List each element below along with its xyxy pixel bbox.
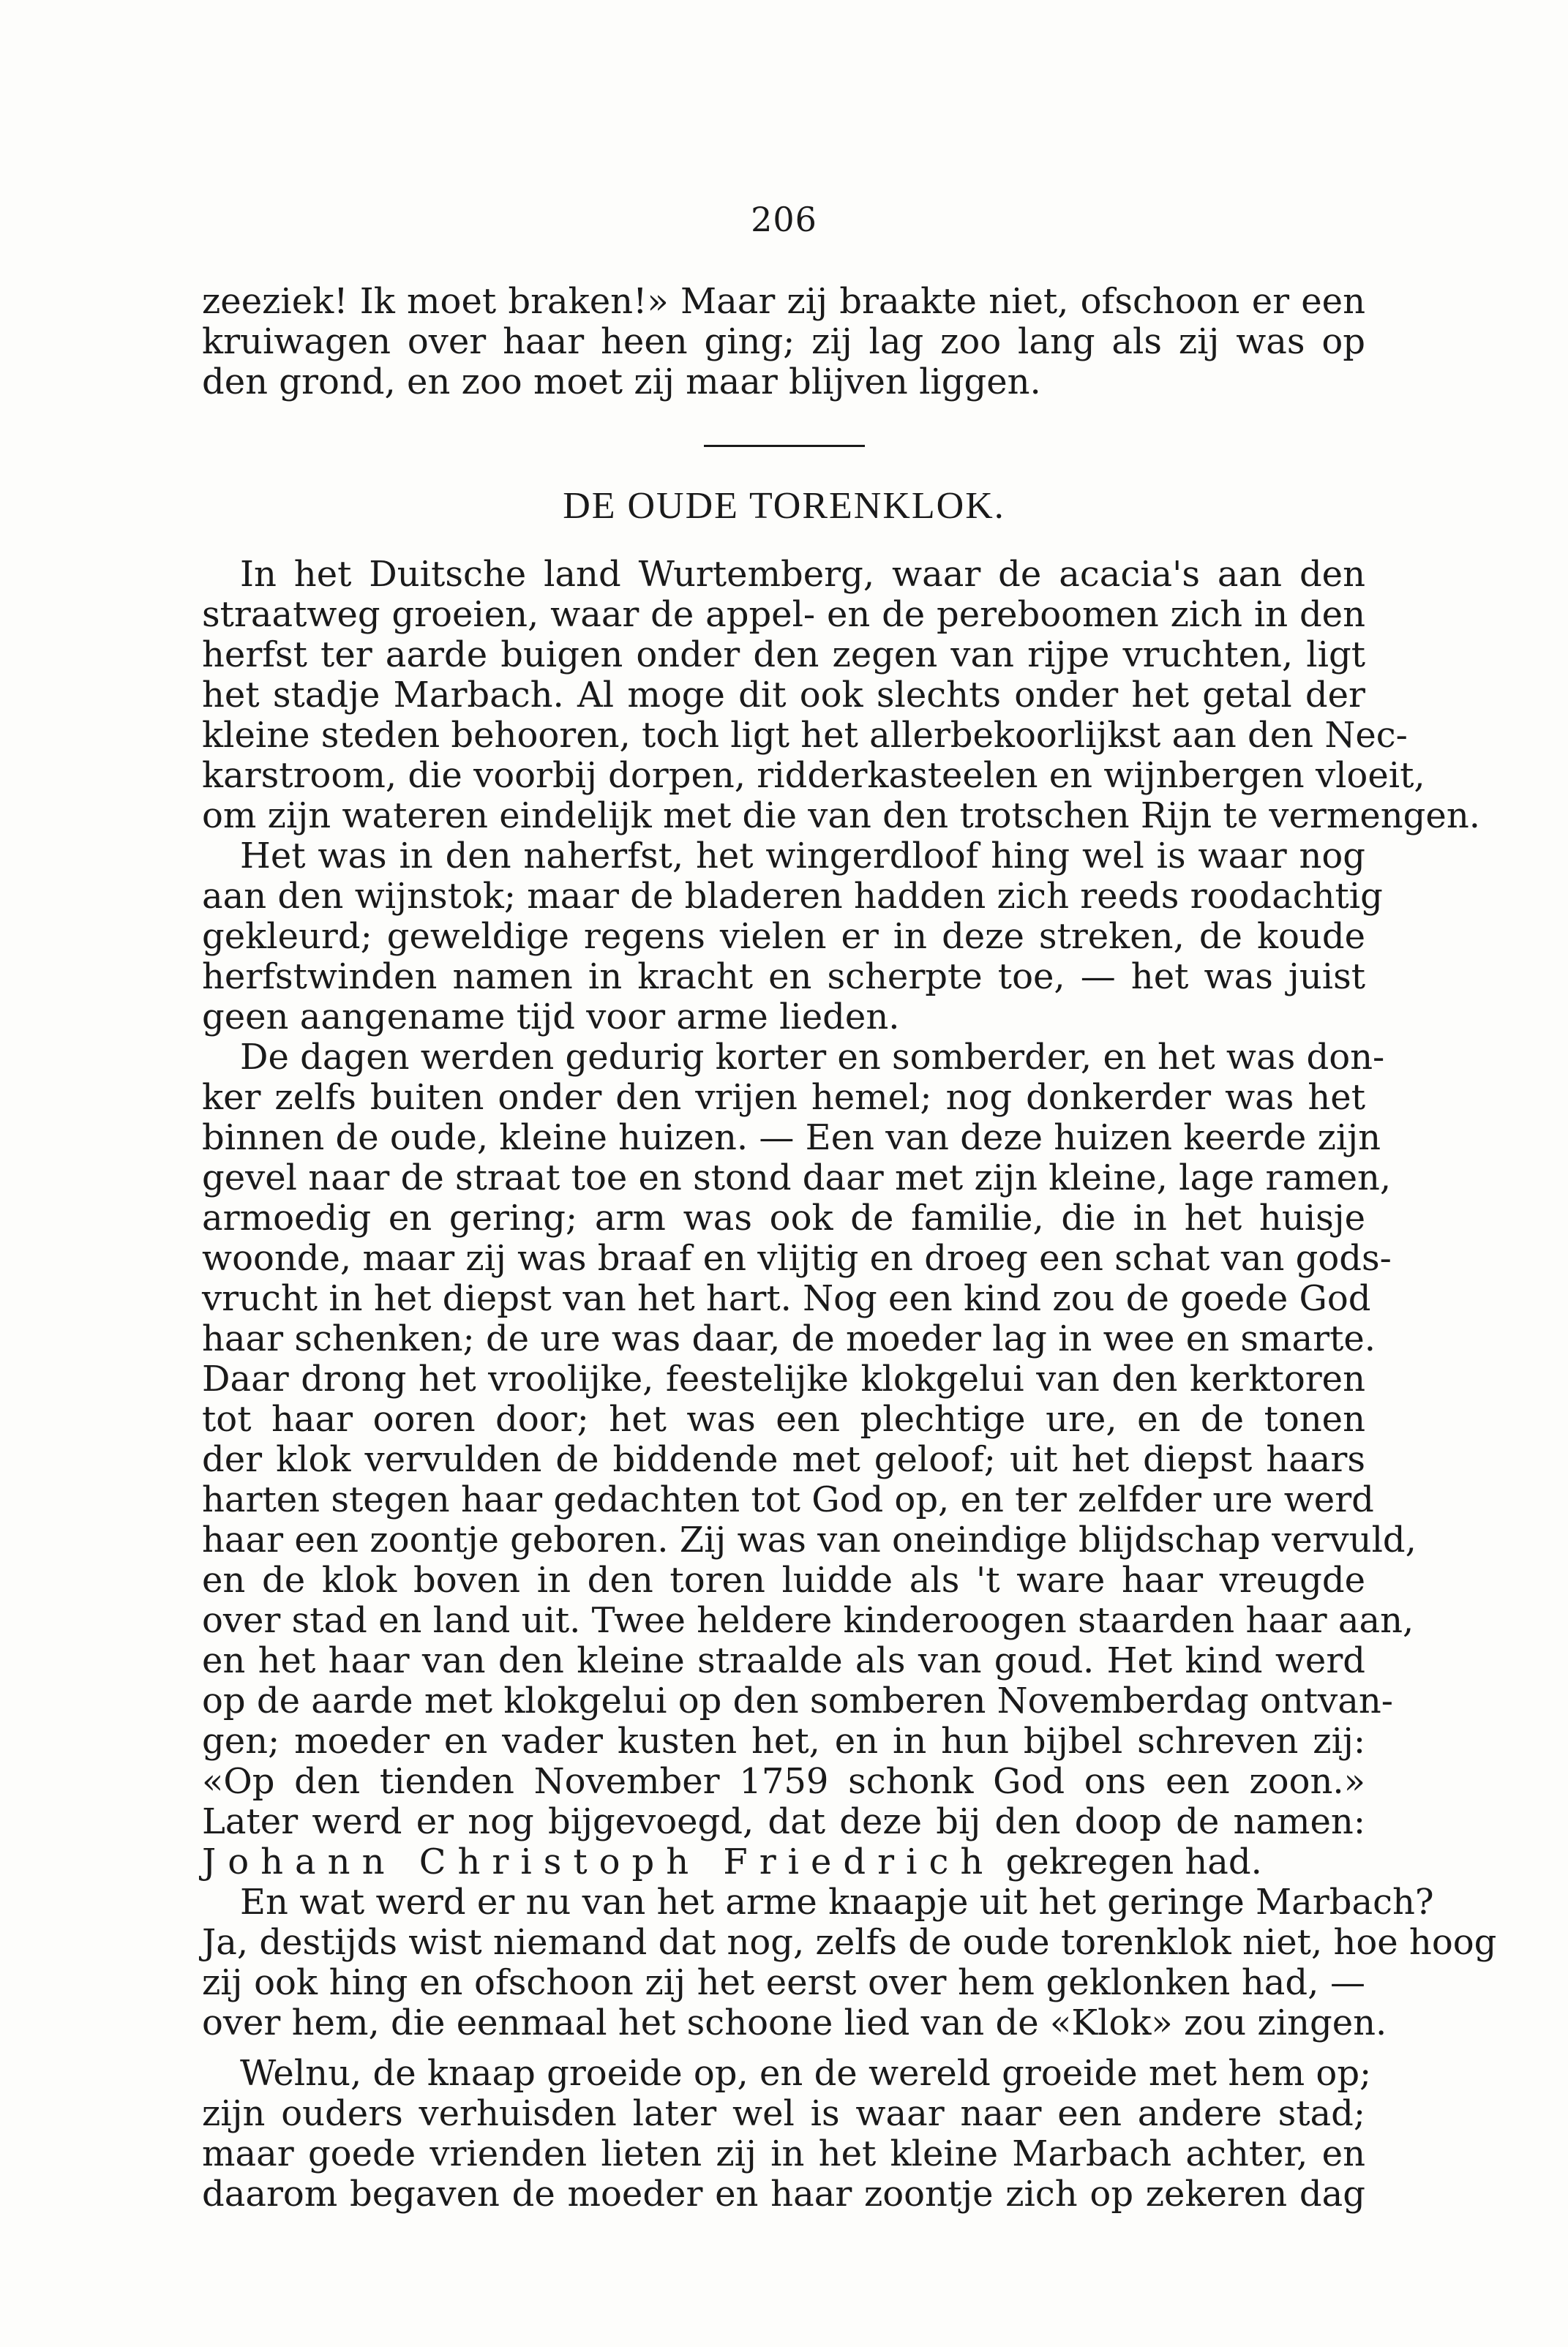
page-number: 206	[751, 200, 817, 239]
paragraph	[202, 2053, 1372, 2215]
text-line: zijn ouders verhuisden later wel is waar naar een andere stad;	[202, 2093, 1365, 2134]
text-line: Daar drong het vroolijke, feestelijke klokgelui van den kerktoren	[202, 1359, 1365, 1400]
text-line: geen aangename tijd voor arme lieden.	[202, 996, 900, 1037]
section-title: DE OUDE TORENKLOK.	[563, 485, 1005, 527]
text-line: om zijn wateren eindelijk met die van den trotschen Rijn te vermengen.	[202, 795, 1480, 836]
text-line: De dagen werden gedurig korter en somberder, en het was don-	[240, 1037, 1385, 1078]
text-line: Ja, destijds wist niemand dat nog, zelfs de oude torenklok niet, hoe hoog	[202, 1922, 1497, 1963]
paragraph	[202, 835, 1383, 1037]
text-line: gevel naar de straat toe en stond daar met zijn kleine, lage ramen,	[202, 1157, 1392, 1198]
text-line: zij ook hing en ofschoon zij het eerst over hem geklonken had, —	[202, 1962, 1365, 2003]
text-line: straatweg groeien, waar de appel- en de pereboomen zich in den	[202, 594, 1365, 635]
paragraph	[202, 1882, 1497, 2043]
name-line-rest: gekregen had.	[1005, 1841, 1262, 1882]
text-line: En wat werd er nu van het arme knaapje uit het geringe Marbach?	[240, 1882, 1434, 1923]
text-line: vrucht in het diepst van het hart. Nog een kind zou de goede God	[202, 1278, 1371, 1319]
text-line: op de aarde met klokgelui op den somberen Novemberdag ontvan-	[202, 1681, 1393, 1721]
text-line: gen; moeder en vader kusten het, en in hun bijbel schreven zij:	[202, 1721, 1365, 1762]
text-line: ker zelfs buiten onder den vrijen hemel; nog donkerder was het	[202, 1077, 1365, 1118]
previous-story-ending	[202, 282, 1365, 402]
text-line: over stad en land uit. Twee heldere kinderoogen staarden haar aan,	[202, 1600, 1414, 1641]
text-line: gekleurd; geweldige regens vielen er in deze streken, de koude	[202, 916, 1365, 957]
text-line: armoedig en gering; arm was ook de familie, die in het huisje	[202, 1198, 1365, 1239]
section-divider	[704, 445, 865, 447]
text-line: daarom begaven de moeder en haar zoontje zich op zekeren dag	[202, 2174, 1365, 2215]
text-line: haar schenken; de ure was daar, de moeder lag in wee en smarte.	[202, 1318, 1376, 1359]
text-line: Welnu, de knaap groeide op, en de wereld groeide met hem op;	[240, 2053, 1372, 2094]
text-line: aan den wijnstok; maar de bladeren hadden zich reeds roodachtig	[202, 876, 1383, 917]
text-line: harten stegen haar gedachten tot God op, en ter zelfder ure werd	[202, 1479, 1374, 1520]
story-body	[202, 554, 1497, 2215]
paragraph	[202, 554, 1480, 836]
full-name: Johann Christoph Friedrich	[202, 1841, 995, 1882]
text-line: Later werd er nog bijgevoegd, dat deze bij den doop de namen:	[202, 1801, 1365, 1842]
text-line: herfst ter aarde buigen onder den zegen van rijpe vruchten, ligt	[202, 634, 1365, 675]
text-line: en het haar van den kleine straalde als van goud. Het kind werd	[202, 1640, 1365, 1681]
text-line: karstroom, die voorbij dorpen, ridderkasteelen en wijnbergen vloeit,	[202, 755, 1425, 796]
text-line: en de klok boven in den toren luidde als 't ware haar vreugde	[202, 1560, 1365, 1601]
text-line: den grond, en zoo moet zij maar blijven liggen.	[202, 361, 1041, 402]
text-line: der klok vervulden de biddende met geloof; uit het diepst haars	[202, 1439, 1365, 1480]
text-line: woonde, maar zij was braaf en vlijtig en droeg een schat van gods-	[202, 1238, 1392, 1279]
text-line: binnen de oude, kleine huizen. — Een van deze huizen keerde zijn	[202, 1117, 1381, 1158]
text-line: herfstwinden namen in kracht en scherpte toe, — het was juist	[202, 956, 1365, 997]
text-line: haar een zoontje geboren. Zij was van oneindige blijdschap vervuld,	[202, 1520, 1417, 1561]
name-line	[202, 1842, 1365, 1882]
text-line: kleine steden behooren, toch ligt het allerbekoorlijkst aan den Nec-	[202, 715, 1408, 756]
text-line: maar goede vrienden lieten zij in het kleine Marbach achter, en	[202, 2133, 1365, 2174]
text-line: tot haar ooren door; het was een plechtige ure, en de tonen	[202, 1399, 1365, 1440]
text-line: In het Duitsche land Wurtemberg, waar de acacia's aan den	[240, 554, 1365, 595]
text-line: over hem, die eenmaal het schoone lied van de «Klok» zou zingen.	[202, 2002, 1387, 2043]
text-line: Het was in den naherfst, het wingerdloof hing wel is waar nog	[240, 835, 1365, 876]
text-line: het stadje Marbach. Al moge dit ook slechts onder het getal der	[202, 675, 1365, 716]
text-line: «Op den tienden November 1759 schonk God ons een zoon.»	[202, 1761, 1365, 1802]
paragraph	[202, 1037, 1417, 1882]
text-line: zeeziek! Ik moet braken!» Maar zij braakte niet, ofschoon er een	[202, 281, 1365, 322]
text-line: kruiwagen over haar heen ging; zij lag zoo lang als zij was op	[202, 321, 1365, 362]
